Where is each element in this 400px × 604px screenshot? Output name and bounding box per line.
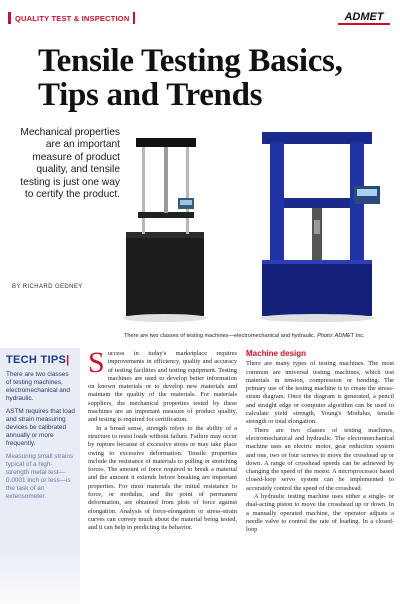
section-heading: Machine design [246,349,307,358]
body-text: uccess in today's marketplace requires improvements in efficiency, quality and accuracy of testing facilities and testing equipment. Testing machines are used to develop better information on known materials or to develop new materials and maintain the quality of the materials. For materials suppliers, the mechanical properties tested by these machines are an important measure of product quality, and testing is required for certification. [88,350,237,424]
pull-quote: Mechanical properties are an important measure of product quality, and tensile testing is just one way to certify the product. [20,127,120,201]
tech-tip: Measuring small strains typical of a high-strength metal test—0.0001 inch or less—is the task of an extensometer. [6,453,74,500]
drop-cap: S [88,346,105,379]
logo-swoosh [338,23,390,25]
admet-logo [338,8,390,26]
section-marker-end [133,12,135,24]
caption-credit: Photo: ADMET Inc. [317,333,365,339]
tech-tip: ASTM requires that load and strain measuring devices be calibrated annually or more frequently. [6,408,75,447]
section-header [8,11,135,25]
tech-tips-title-b: TIPS [40,354,67,366]
section-marker [8,12,11,24]
photo-caption [124,333,400,339]
body-paragraph: There are two classes of testing machines, electromechanical and hydraulic. The electromechanical machine uses an electric motor, gear reduction system and one, two or four screws to move the crosshead up or down. A range of crosshead speeds can be achieved by changing the speed of the motor. A microprocessor based closed-loop servo system can be implemented to accurately control the speed of the crosshead. [246,426,394,492]
tech-tips-title [6,354,75,366]
caption-text: There are two classes of testing machines—electromechanical and hydraulic. [124,333,316,339]
tech-tip: There are two classes of testing machines, electromechanical and hydraulic. [6,371,70,402]
article-column-2 [246,350,394,535]
body-paragraph: There are many types of testing machines. The most common are universal testing machines, which test materials in tension, compression or bending. The primary use of the testing machine is to create the stress-strain diagram. Once the diagram is generated, a pencil and straight edge or computer algorithm can be used to calculate yield strength, Young's Modulus, tensile strength or total elongation. [246,360,394,426]
testing-machines-photo [122,128,394,328]
body-paragraph [88,346,237,425]
byline: BY RICHARD GEDNEY [12,284,83,290]
logo-text: ADMET [344,11,384,23]
tech-tips-sidebar [0,348,80,604]
article-title: Tensile Testing Basics, Tips and Trends [38,43,343,113]
section-label: QUALITY TEST & INSPECTION [15,13,130,23]
tech-tips-title-a: TECH [6,354,38,366]
body-paragraph: In a broad sense, strength refers to the ability of a structure to resist loads without failure. Failure may occur by rupture because of excessive stress or may take place owing to excessive deformation. Tensile properties include the resistance of materials to pulling or stretching forces. The amount of force required to break a material and the amount it extends before breaking are important properties. For most materials the initial resistance to force, or modulus, and the point of permanent deformation, are obtained from plots of force against elongation. Analysis of force-elongation or stress-strain curves can convey much about the material being tested, and it can help in predicting its behavior. [88,424,237,532]
tech-tips-title-mark: | [66,354,70,366]
body-paragraph: A hydraulic testing machine uses either a single- or dual-acting piston to move the crosshead up or down. In a manually operated machine, the operator adjusts a needle valve to control the rate of loading. In a closed-loop [246,493,394,534]
article-column-1 [88,346,237,533]
